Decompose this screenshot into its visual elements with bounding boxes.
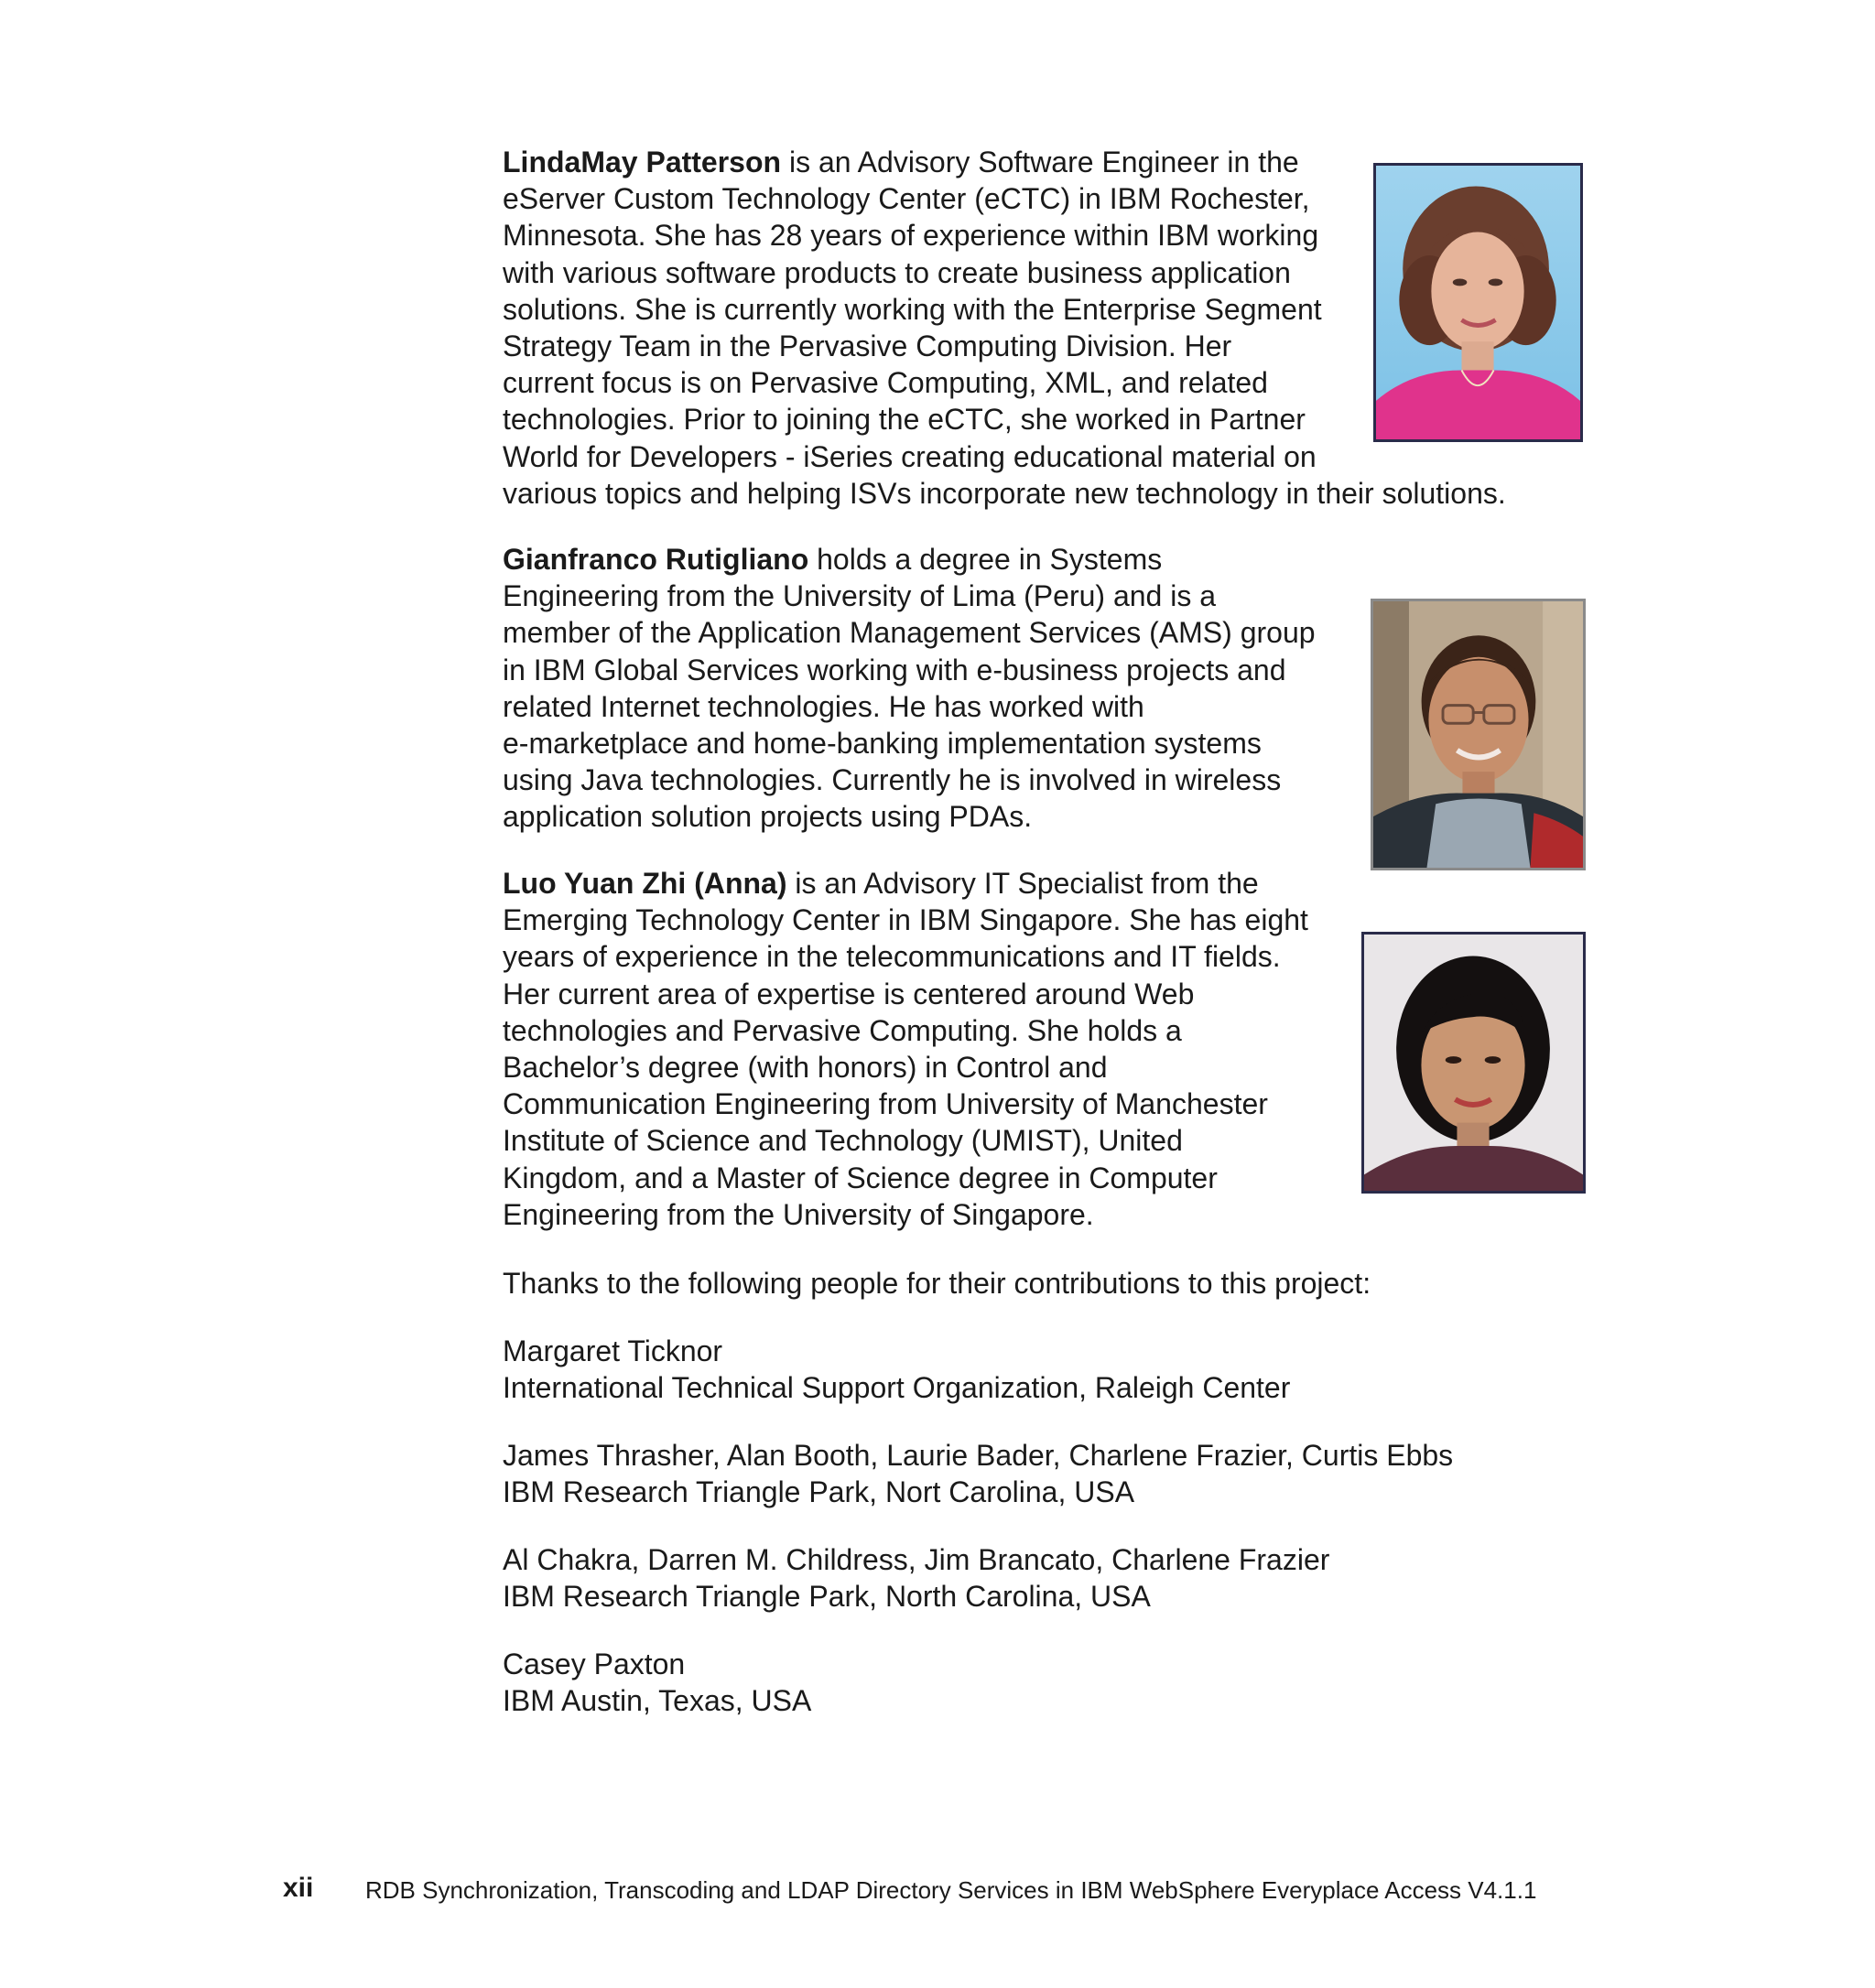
bio-text: Bachelor’s degree (with honors) in Control and — [503, 1051, 1108, 1085]
contributor-location: IBM Austin, Texas, USA — [503, 1684, 812, 1718]
bio-lindamay-patterson — [503, 144, 1506, 512]
bio-text: current focus is on Pervasive Computing, XML, and related — [503, 366, 1268, 400]
author-photo-lindamay — [1373, 163, 1583, 442]
contributor-names: Al Chakra, Darren M. Childress, Jim Brancato, Charlene Frazier — [503, 1543, 1330, 1576]
bio-text: related Internet technologies. He has worked with — [503, 689, 1144, 723]
contributor-names: Casey Paxton — [503, 1648, 686, 1680]
bio-text: years of experience in the telecommunications and IT fields. — [503, 940, 1281, 974]
bio-text: is an Advisory IT Specialist from the — [786, 867, 1259, 900]
bio-text: various topics and helping ISVs incorporate new technology in their solutions. — [503, 476, 1506, 510]
bio-text: World for Developers - iSeries creating educational material on — [503, 439, 1317, 473]
contributor-group — [503, 1437, 1453, 1510]
bio-first-line — [503, 865, 1308, 902]
author-name: LindaMay Patterson — [503, 146, 782, 178]
bio-first-line — [503, 541, 1316, 578]
bio-text: with various software products to create business application — [503, 255, 1291, 289]
author-photo-gianfranco — [1371, 599, 1586, 870]
bio-text: technologies. Prior to joining the eCTC, she worked in Partner — [503, 403, 1306, 437]
contributor-location: IBM Research Triangle Park, North Carolina, USA — [503, 1580, 1151, 1614]
contributor-location: IBM Research Triangle Park, Nort Carolina, USA — [503, 1475, 1135, 1509]
bio-text: holds a degree in Systems — [808, 543, 1163, 576]
bio-text: Strategy Team in the Pervasive Computing Division. Her — [503, 330, 1232, 363]
bio-text: e-marketplace and home-banking implementation systems — [503, 727, 1262, 761]
bio-text: Communication Engineering from University of Manchester — [503, 1087, 1268, 1121]
bio-text: Emerging Technology Center in IBM Singapore. She has eight — [503, 903, 1308, 937]
contributor-names: James Thrasher, Alan Booth, Laurie Bader, Charlene Frazier, Curtis Ebbs — [503, 1439, 1454, 1472]
bio-first-line — [503, 144, 1506, 180]
bio-text: eServer Custom Technology Center (eCTC) in IBM Rochester, — [503, 182, 1310, 216]
contributor-group — [503, 1541, 1329, 1615]
contributor-group — [503, 1333, 1290, 1406]
contributor-location: International Technical Support Organization, Raleigh Center — [503, 1371, 1291, 1405]
bio-text: Her current area of expertise is centered around Web — [503, 977, 1195, 1010]
bio-text: is an Advisory Software Engineer in the — [781, 146, 1299, 178]
bio-text: using Java technologies. Currently he is involved in wireless — [503, 763, 1282, 797]
bio-text: Engineering from the University of Singapore. — [503, 1197, 1094, 1231]
author-photo-luo-yuan-zhi — [1361, 932, 1586, 1194]
bio-text: Institute of Science and Technology (UMIST), United — [503, 1124, 1183, 1158]
bio-text: technologies and Pervasive Computing. She holds a — [503, 1013, 1182, 1047]
contributor-group — [503, 1646, 811, 1719]
bio-text: in IBM Global Services working with e-business projects and — [503, 653, 1286, 686]
bio-gianfranco-rutigliano — [503, 541, 1316, 836]
bio-text: application solution projects using PDAs. — [503, 800, 1033, 834]
author-name: Luo Yuan Zhi (Anna) — [503, 867, 787, 900]
page-number: xii — [283, 1873, 314, 1903]
bio-text: Kingdom, and a Master of Science degree in Computer — [503, 1161, 1218, 1194]
bio-text: member of the Application Management Services (AMS) group — [503, 616, 1316, 650]
bio-text: solutions. She is currently working with the Enterprise Segment — [503, 292, 1322, 326]
bio-text: Minnesota. She has 28 years of experience within IBM working — [503, 219, 1319, 253]
running-footer-title: RDB Synchronization, Transcoding and LDAP Directory Services in IBM WebSphere Everyplace Access V4.1.1 — [365, 1876, 1537, 1904]
author-name: Gianfranco Rutigliano — [503, 543, 809, 576]
bio-text: Engineering from the University of Lima (Peru) and is a — [503, 579, 1217, 613]
contributor-names: Margaret Ticknor — [503, 1334, 723, 1367]
bio-luo-yuan-zhi — [503, 865, 1308, 1233]
acknowledgements-intro: Thanks to the following people for their contributions to this project: — [503, 1267, 1371, 1300]
